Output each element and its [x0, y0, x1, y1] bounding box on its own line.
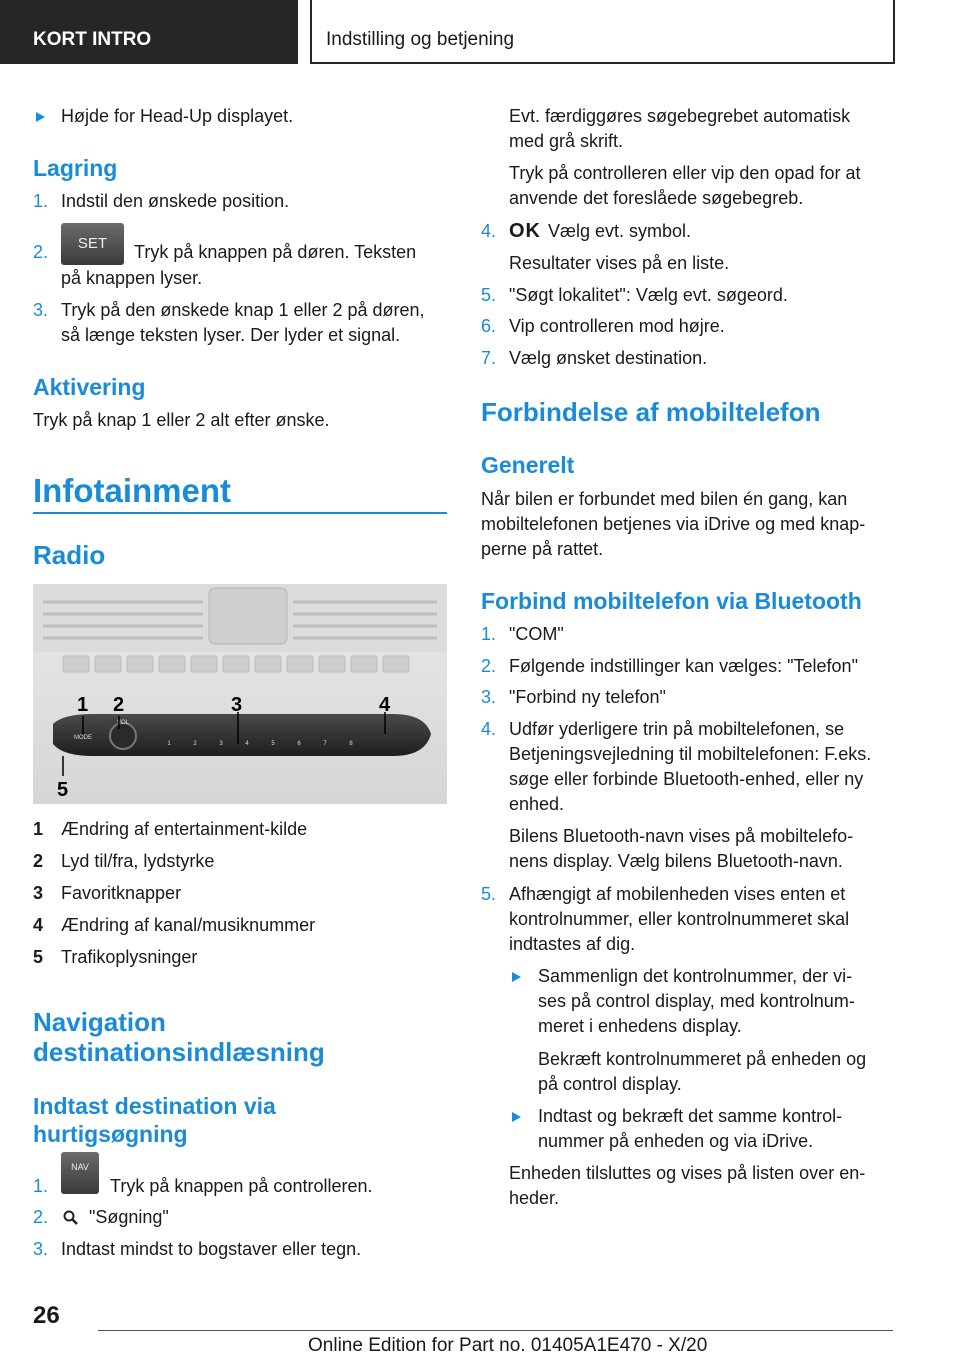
- bullet-text-cont: meret i enhedens display.: [538, 1016, 742, 1036]
- step-result: Resultater vises på en liste.: [509, 253, 730, 273]
- navigation-heading: Navigation: [33, 1007, 166, 1037]
- bullet-text-cont: ses på control display, med kontrolnum-: [538, 991, 855, 1011]
- forbindelse-heading: Forbindelse af mobiltelefon: [481, 397, 821, 427]
- step-text-cont: Betjeningsvejledning til mobiltelefonen: F.eks.: [509, 744, 872, 764]
- bluetooth-heading: Forbind mobiltelefon via Bluetooth: [481, 588, 862, 614]
- callout-1: 1: [77, 694, 89, 716]
- footer-rule: [98, 1330, 893, 1331]
- radio-panel-image: [33, 584, 447, 804]
- bullet-text: Højde for Head-Up displayet.: [61, 106, 294, 126]
- generelt-heading: Generelt: [481, 452, 575, 478]
- step-text: Tryk på knappen på døren. Teksten: [134, 242, 417, 262]
- legend-text: Ændring af kanal/musiknummer: [61, 915, 316, 935]
- callout-5: 5: [57, 779, 69, 801]
- paragraph-line: Når bilen er forbundet med bilen én gang, kan: [481, 489, 848, 509]
- paragraph-line: mobiltelefonen betjenes via iDrive og med knap-: [481, 514, 866, 534]
- step-text: Indtast mindst to bogstaver eller tegn.: [61, 1239, 362, 1259]
- legend-number: 5: [33, 947, 44, 967]
- heading-rule: [33, 512, 447, 514]
- step-number: 2.: [481, 656, 497, 676]
- search-icon: [62, 1209, 80, 1227]
- step-number: 2.: [33, 242, 49, 262]
- callout-3: 3: [231, 694, 243, 716]
- svg-text:8: 8: [349, 741, 353, 747]
- step-note: nens display. Vælg bilens Bluetooth-navn.: [509, 851, 843, 871]
- nav-button-icon: NAV: [61, 1152, 99, 1194]
- step-text: Tryk på den ønskede knap 1 eller 2 på døren,: [61, 300, 425, 320]
- svg-text:2: 2: [193, 741, 197, 747]
- paragraph-line: Evt. færdiggøres søgebegrebet automatisk: [509, 106, 851, 126]
- aktivering-heading: Aktivering: [33, 374, 146, 400]
- step-text: Vælg evt. symbol.: [548, 221, 692, 241]
- legend-number: 3: [33, 883, 44, 903]
- step-number: 1.: [33, 1176, 49, 1196]
- step-text: Vip controlleren mod højre.: [509, 316, 725, 336]
- bullet-triangle-icon: [36, 112, 45, 122]
- paragraph-line: perne på rattet.: [481, 539, 604, 559]
- aktivering-text: Tryk på knap 1 eller 2 alt efter ønske.: [33, 410, 330, 430]
- step-text-cont: søge eller forbinde Bluetooth-enhed, eller ny: [509, 769, 864, 789]
- step-number: 4.: [481, 221, 497, 241]
- svg-text:3: 3: [219, 741, 223, 747]
- step-text: "Søgt lokalitet": Vælg evt. søgeord.: [509, 285, 788, 305]
- header-section-tab: [0, 0, 298, 64]
- bullet-note: Bekræft kontrolnummeret på enheden og: [538, 1049, 867, 1069]
- bullet-triangle-icon: [512, 972, 521, 982]
- step-text: "Søgning": [89, 1207, 169, 1227]
- lagring-heading: Lagring: [33, 155, 118, 181]
- step-number: 3.: [33, 1239, 49, 1259]
- step-text: Udfør yderligere trin på mobiltelefonen, se: [509, 719, 845, 739]
- navigation-heading-cont: destinationsindlæsning: [33, 1037, 325, 1067]
- paragraph-line: anvende det foreslåede søgebegreb.: [509, 188, 804, 208]
- svg-text:5: 5: [271, 741, 275, 747]
- set-button-icon: SET: [61, 223, 124, 265]
- bullet-text: Indtast og bekræft det samme kontrol-: [538, 1106, 843, 1126]
- svg-text:VOL: VOL: [116, 720, 130, 726]
- step-text-cont: enhed.: [509, 794, 565, 814]
- step-number: 5.: [481, 884, 497, 904]
- step-number: 3.: [33, 300, 49, 320]
- step-text-cont: indtastes af dig.: [509, 934, 636, 954]
- svg-text:4: 4: [245, 741, 249, 747]
- step-number: 1.: [33, 191, 49, 211]
- svg-text:6: 6: [297, 741, 301, 747]
- ok-icon: OK: [509, 220, 541, 242]
- svg-text:MODE: MODE: [74, 735, 92, 741]
- step-number: 6.: [481, 316, 497, 336]
- indtast-heading: Indtast destination via: [33, 1093, 276, 1119]
- step-text-cont: på knappen lyser.: [61, 268, 203, 288]
- step-text: Tryk på knappen på controlleren.: [110, 1176, 373, 1196]
- header-chapter-tab: [310, 0, 895, 64]
- step-note: Bilens Bluetooth-navn vises på mobiltelefo-: [509, 826, 854, 846]
- step-text-cont: kontrolnummer, eller kontrolnummeret skal: [509, 909, 850, 929]
- page-number: 26: [33, 1302, 60, 1329]
- step-text: "Forbind ny telefon": [509, 687, 666, 707]
- step-text: Afhængigt af mobilenheden vises enten et: [509, 884, 846, 904]
- infotainment-heading: Infotainment: [33, 472, 231, 509]
- step-number: 5.: [481, 285, 497, 305]
- bullet-triangle-icon: [512, 1112, 521, 1122]
- indtast-heading-cont: hurtigsøgning: [33, 1121, 188, 1147]
- radio-heading: Radio: [33, 540, 106, 570]
- step-number: 2.: [33, 1207, 49, 1227]
- bullet-note: på control display.: [538, 1074, 682, 1094]
- legend-text: Trafikoplysninger: [61, 947, 198, 967]
- footer-edition: Online Edition for Part no. 01405A1E470 - X/20: [308, 1335, 708, 1356]
- bullet-text-cont: nummer på enheden og via iDrive.: [538, 1131, 814, 1151]
- paragraph-line: Tryk på controlleren eller vip den opad for at: [509, 163, 861, 183]
- step-number: 3.: [481, 687, 497, 707]
- legend-number: 1: [33, 819, 44, 839]
- legend-number: 2: [33, 851, 44, 871]
- step-text: Følgende indstillinger kan vælges: "Telefon": [509, 656, 858, 676]
- paragraph-line: Enheden tilsluttes og vises på listen over en-: [509, 1163, 866, 1183]
- step-number: 7.: [481, 348, 497, 368]
- legend-text: Ændring af entertainment-kilde: [61, 819, 308, 839]
- step-text: Vælg ønsket destination.: [509, 348, 708, 368]
- legend-text: Lyd til/fra, lydstyrke: [61, 851, 215, 871]
- legend-number: 4: [33, 915, 44, 935]
- header-chapter-label: Indstilling og betjening: [326, 29, 515, 50]
- step-number: 4.: [481, 719, 497, 739]
- step-text-cont: så længe teksten lyser. Der lyder et signal.: [61, 325, 401, 345]
- callout-2: 2: [113, 694, 125, 716]
- svg-text:1: 1: [167, 741, 171, 747]
- header-section-label: KORT INTRO: [33, 29, 152, 50]
- step-text: "COM": [509, 624, 564, 644]
- step-number: 1.: [481, 624, 497, 644]
- legend-text: Favoritknapper: [61, 883, 182, 903]
- bullet-text: Sammenlign det kontrolnummer, der vi-: [538, 966, 853, 986]
- step-text: Indstil den ønskede position.: [61, 191, 290, 211]
- paragraph-line: heder.: [509, 1188, 560, 1208]
- callout-4: 4: [379, 694, 391, 716]
- paragraph-line: med grå skrift.: [509, 131, 624, 151]
- svg-text:7: 7: [323, 741, 327, 747]
